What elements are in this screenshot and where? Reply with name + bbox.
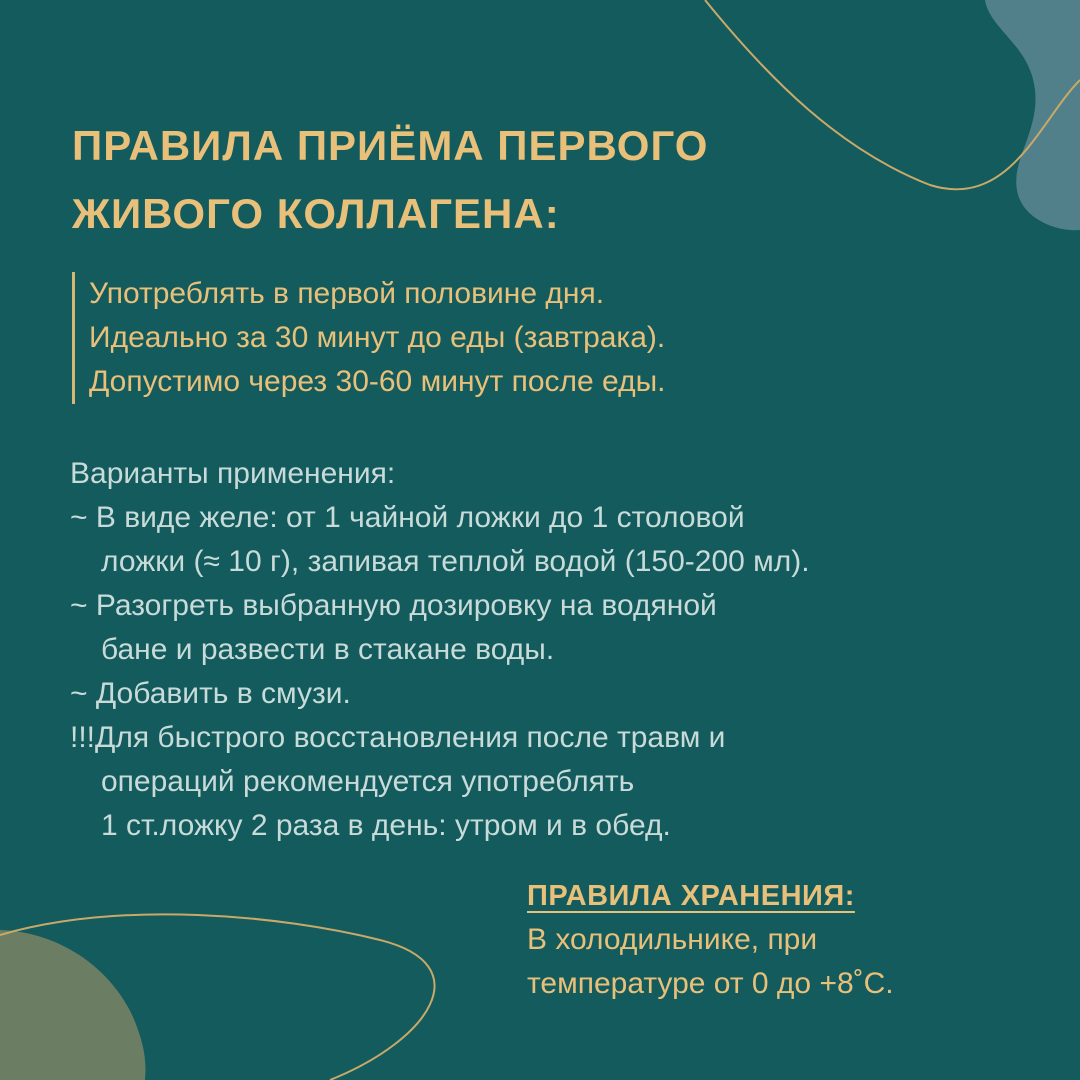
intake-rule: Идеально за 30 минут до еды (завтрака). [89, 321, 666, 354]
variant-line: ложки (≈ 10 г), запивая теплой водой (150-200 мл). [101, 545, 810, 578]
bottom-left-blob [0, 930, 145, 1080]
variant-line: ~ Добавить в смузи. [70, 677, 351, 710]
page-title [72, 112, 892, 248]
storage-title: ПРАВИЛА ХРАНЕНИЯ: [527, 880, 855, 912]
variant-line: !!!Для быстрого восстановления после травм и [70, 721, 726, 754]
intake-rules-block [72, 272, 1029, 404]
title-line: ЖИВОГО КОЛЛАГЕНА: [72, 190, 560, 237]
variant-line: ~ Разогреть выбранную дозировку на водяной [70, 589, 717, 622]
variant-line: 1 ст.ложку 2 раза в день: утром и в обед. [101, 809, 671, 842]
usage-variants [70, 452, 1060, 848]
variant-line: операций рекомендуется употреблять [101, 765, 635, 798]
intake-rule: Употреблять в первой половине дня. [89, 277, 605, 310]
storage-line: температуре от 0 до +8˚С. [527, 967, 894, 1000]
storage-text [527, 918, 1027, 1006]
variants-heading: Варианты применения: [70, 457, 396, 490]
intake-rule: Допустимо через 30-60 минут после еды. [89, 365, 666, 398]
top-right-blob [985, 0, 1080, 230]
variant-line: ~ В виде желе: от 1 чайной ложки до 1 столовой [70, 501, 745, 534]
variant-line: бане и развести в стакане воды. [101, 633, 555, 666]
storage-line: В холодильнике, при [527, 923, 818, 956]
title-line: ПРАВИЛА ПРИЁМА ПЕРВОГО [72, 122, 709, 169]
storage-rules [527, 874, 1027, 1006]
